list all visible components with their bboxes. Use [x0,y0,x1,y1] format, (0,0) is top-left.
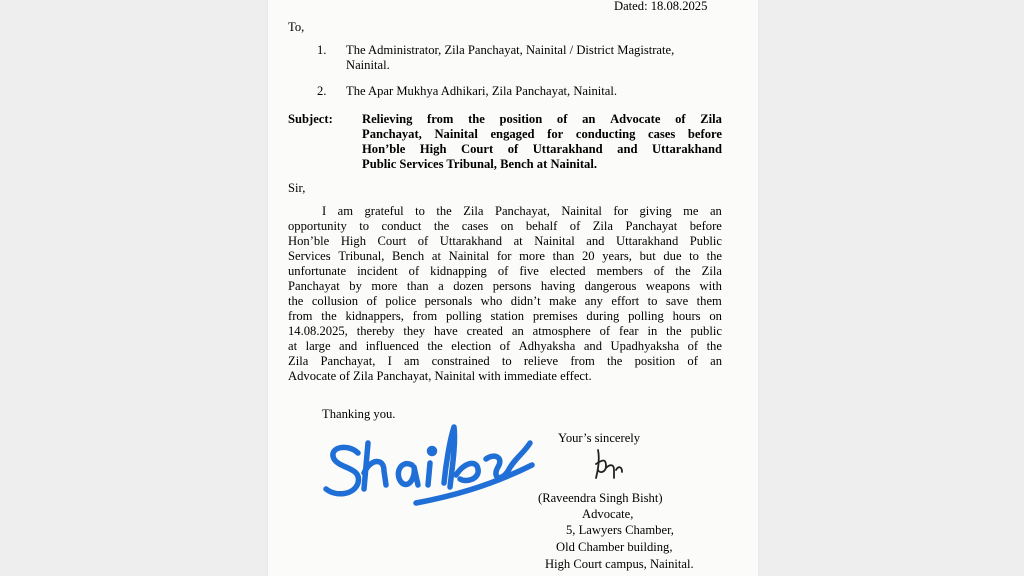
word: cases [461,219,489,233]
recipient-number: 1. [317,43,327,57]
body-line [288,294,722,308]
word: Panchayat [288,279,340,293]
word: Panchayat, [362,127,422,141]
word: at [288,339,298,353]
word: than [552,249,575,263]
word: persons [492,279,532,293]
word: position [499,112,543,126]
word: election [451,339,492,353]
word: Nainital [561,204,602,218]
word: Upadhyaksha [610,339,680,353]
word: Nainital [448,249,490,263]
salutation: Sir, [288,181,306,195]
word: weapons [645,279,690,293]
sender-address-line: Old Chamber building, [556,540,673,554]
word: of [497,264,509,278]
word: to [359,219,370,233]
word: them [696,294,722,308]
word: relieve [523,354,559,368]
word: influenced [365,339,419,353]
word: more [519,249,546,263]
word: of [408,264,420,278]
word: Uttarakhand [532,142,603,156]
word: personals [424,294,473,308]
word: of [499,339,511,353]
thanks-line: Thanking you. [322,407,396,421]
word: and [617,142,638,156]
word: the [706,339,722,353]
word: an [709,204,722,218]
word: due [663,249,682,263]
word: to [415,204,425,218]
word: of [417,234,429,248]
word: the [288,294,304,308]
word: the [607,354,623,368]
word: unfortunate [288,264,347,278]
word: station [490,309,525,323]
word: me [683,204,699,218]
word: Uttarakhand [651,142,722,156]
word: I [387,354,392,368]
word: fear [619,324,639,338]
word: Nainital [434,127,478,141]
word: five [519,264,539,278]
word: years, [602,249,632,263]
word: grateful [364,204,404,218]
word: and [583,339,603,353]
word: during [586,309,620,323]
word: Uttarakhand [439,234,503,248]
word: Uttarakhand [616,234,679,248]
word: at [513,234,523,248]
body-line [288,234,722,248]
word: an [582,112,596,126]
word: and [339,339,358,353]
word: from [288,309,313,323]
word: from [427,112,454,126]
word: Panchayat [625,219,678,233]
word: Nainital [534,234,575,248]
word: from [570,354,595,368]
body-line: Advocate of Zila Panchayat, Nainital with immediate effect. [288,369,592,383]
word: the [706,249,722,263]
to-label: To, [288,20,305,34]
word: the [436,204,452,218]
recipient-line: Nainital. [346,58,390,72]
word: the [433,219,450,233]
word: more [371,279,398,293]
word: Court [461,142,494,156]
subject-line [362,127,722,141]
word: the [321,309,337,323]
word: Hon’ble [288,234,330,248]
word: High [419,142,447,156]
word: for [613,204,629,218]
word: created [466,324,503,338]
word: Relieving [362,112,413,126]
word: conducting [575,127,636,141]
sender-name: (Raveendra Singh Bisht) [538,491,663,505]
word: 20 [582,249,595,263]
word: of [556,112,568,126]
word: giving [639,204,672,218]
word: kidnappers, [345,309,404,323]
subject-label: Subject: [288,112,333,126]
word: Zila [701,264,722,278]
body-line [288,279,722,293]
word: on [709,309,722,323]
word: before [689,219,722,233]
body-line [288,309,722,323]
word: of [507,142,519,156]
body-line [288,219,722,233]
word: large [305,339,331,353]
word: save [665,294,689,308]
word: Panchayat, [494,204,550,218]
word: elected [549,264,586,278]
word: constrained [431,354,490,368]
word: dozen [453,279,484,293]
word: of [569,219,581,233]
word: having [540,279,576,293]
word: cases [648,127,676,141]
word: an [710,354,722,368]
word: incident [357,264,398,278]
word: of [675,112,686,126]
word: to [501,354,512,368]
body-line [322,204,722,218]
word: Services [288,249,331,263]
word: members [596,264,643,278]
word: for [496,249,512,263]
sender-address-line: High Court campus, Nainital. [545,557,694,571]
word: they [403,324,426,338]
word: of [653,264,665,278]
word: from [412,309,438,323]
word: police [385,294,417,308]
word: and [586,234,605,248]
word: collusion [311,294,359,308]
word: any [584,294,603,308]
recipient-line: The Apar Mukhya Adhikari, Zila Panchayat, Nainital. [346,84,618,98]
word: Hon’ble [362,142,406,156]
word: an [511,324,524,338]
word: before [687,127,722,141]
letter-date: Dated: 18.08.2025 [614,0,708,13]
word: kidnapping [430,264,487,278]
word: than [406,279,429,293]
body-line [288,354,722,368]
word: with [699,279,722,293]
word: Public [689,234,722,248]
word: in [647,324,658,338]
word: polling [445,309,482,323]
sender-address-line: 5, Lawyers Chamber, [566,523,674,537]
subject-line: Public Services Tribunal, Bench at Nainital. [362,157,597,171]
word: Bench [392,249,425,263]
word: of [687,339,699,353]
body-line [288,324,722,338]
word: Panchayat, [320,354,376,368]
word: Tribunal, [338,249,385,263]
word: didn’t [510,294,541,308]
word: Advocate [610,112,661,126]
word: to [689,249,699,263]
word: atmosphere [532,324,591,338]
word: polling [628,309,664,323]
word: the [666,324,682,338]
word: effort [611,294,640,308]
recipient-line: The Administrator, Zila Panchayat, Nainital / District Magistrate, [346,43,675,57]
closing-line: Your’s sincerely [558,431,641,445]
word: conduct [381,219,422,233]
word: am [404,354,420,368]
body-line [288,249,722,263]
word: a [438,279,444,293]
word: position [634,354,676,368]
word: the [675,264,691,278]
word: thereby [356,324,395,338]
word: the [468,112,485,126]
word: of [687,354,698,368]
handwritten-signature-black [588,444,628,484]
word: by [349,279,362,293]
word: am [337,204,354,218]
body-line [288,264,722,278]
word: dangerous [584,279,637,293]
word: for [547,127,564,141]
word: Zila [288,354,309,368]
word: but [639,249,656,263]
sender-title: Advocate, [582,507,634,521]
word: on [500,219,514,233]
word: the [427,339,443,353]
word: Zila [463,204,484,218]
word: behalf [525,219,558,233]
word: public [690,324,722,338]
subject-line [362,142,722,156]
word: Zila [592,219,614,233]
body-line [288,339,722,353]
word: Zila [700,112,722,126]
word: hours [672,309,701,323]
word: premises [532,309,578,323]
word: to [647,294,658,308]
word: have [433,324,458,338]
word: of [366,294,377,308]
word: at [431,249,441,263]
word: Adhyaksha [518,339,576,353]
recipient-number: 2. [317,84,327,98]
word: of [599,324,611,338]
handwritten-signature-blue [318,413,543,508]
word: engaged [490,127,535,141]
word: 14.08.2025, [288,324,348,338]
word: opportunity [288,219,347,233]
word: Court [377,234,407,248]
word: I [322,204,327,218]
subject-line [362,112,722,126]
word: High [340,234,366,248]
word: who [480,294,503,308]
word: make [549,294,577,308]
